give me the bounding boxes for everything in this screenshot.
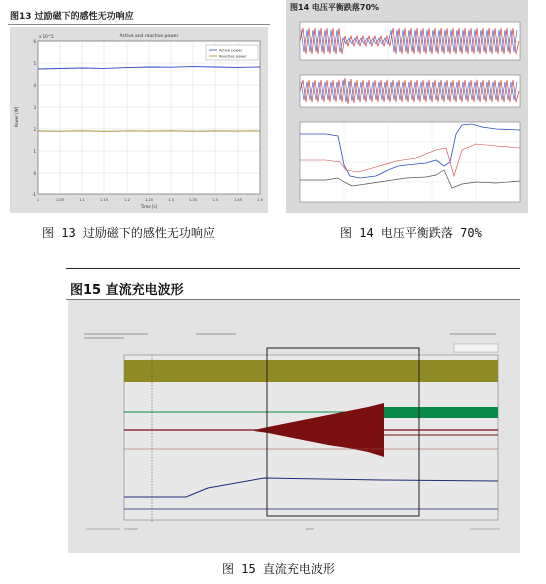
figure-13-legend-reactive: Reactive power [219, 54, 247, 59]
figure-13-y-tick: 0 [33, 171, 36, 176]
figure-13-reactive-power-trace [38, 131, 260, 132]
figure-13-y-tick: 5 [33, 61, 36, 66]
figure-13-x-tick: 1.1 [79, 198, 85, 202]
figure-15-green-band [384, 407, 498, 418]
figure-15-scope-screen [68, 300, 520, 553]
figure-13-x-tick: 1.35 [188, 198, 198, 202]
figure-13-plot-title: Active and reactive power [119, 34, 179, 39]
figure-13-x-tick: 1.2 [124, 198, 130, 202]
figure-14-panel [286, 0, 528, 213]
figure-13-y-tick: -1 [32, 192, 36, 197]
figure-13-header: 图13 过励磁下的感性无功响应 [10, 12, 134, 22]
figure-13-xlabel: Time [s] [140, 204, 158, 209]
figure-13-y-tick: 6 [33, 39, 36, 44]
figure-14-header: 图14 电压平衡跌落70% [290, 3, 380, 12]
figure-13-x-tick: 1.25 [144, 198, 154, 202]
figure-15-olive-band [124, 360, 498, 382]
figure-15-caption: 图 15 直流充电波形 [222, 562, 335, 576]
figure-15-chart [68, 300, 520, 553]
figure-13-y-tick: 2 [33, 127, 36, 132]
figure-13-y-tick: 3 [33, 105, 36, 110]
figure-15-top-rule [66, 268, 520, 269]
figure-13-chart [10, 27, 268, 213]
figure-13-x-tick: 1.3 [168, 198, 174, 202]
figure-13-legend-active: Active power [219, 48, 243, 53]
figure-13-x-tick: 1.15 [99, 198, 109, 202]
figure-13-caption: 图 13 过励磁下的感性无功响应 [42, 226, 215, 240]
figure-13-y-tick: 4 [33, 83, 36, 88]
figure-13-ylabel: Power [W] [14, 106, 19, 128]
figure-13-exponent: x 10^5 [39, 34, 54, 39]
figure-13-x-tick: 1.5 [257, 198, 263, 202]
figure-13-x-tick: 1.45 [233, 198, 243, 202]
figure-13-x-tick: 1 [36, 198, 40, 202]
figure-13-y-tick: 1 [33, 149, 36, 154]
figure-13-plot [10, 27, 268, 213]
figure-15-header: 图15 直流充电波形 [70, 283, 184, 298]
figure-13-x-tick: 1.05 [55, 198, 65, 202]
figure-13-header-rule [8, 24, 270, 25]
figure-14-chart [286, 0, 528, 213]
figure-13-x-tick: 1.4 [212, 198, 218, 202]
figure-14-caption: 图 14 电压平衡跌落 70% [340, 226, 482, 240]
figure-15-scale-box [454, 344, 498, 352]
